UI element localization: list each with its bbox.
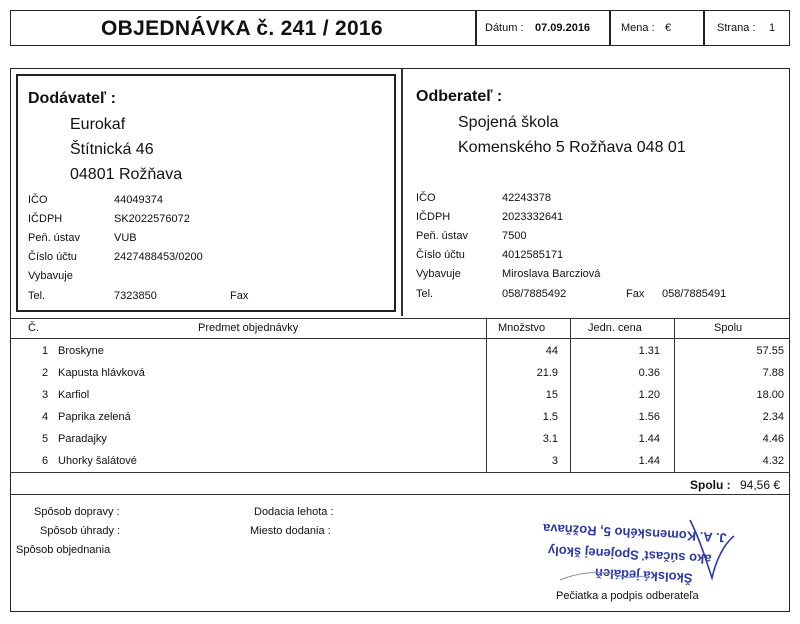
sum-value: 94,56 €: [740, 478, 781, 492]
page-value: 1: [769, 22, 776, 34]
row-price: 1.20: [638, 389, 660, 401]
row-qty: 3.1: [542, 433, 558, 445]
currency-label: Mena :: [621, 22, 655, 34]
customer-address: Komenského 5 Rožňava 048 01: [458, 139, 686, 156]
customer-ico-value: 42243378: [502, 192, 551, 204]
supplier-ico-value: 44049374: [114, 194, 163, 206]
delivery-place-label: Miesto dodania :: [250, 525, 331, 537]
row-total: 2.34: [762, 411, 784, 423]
table-row: [10, 407, 790, 429]
customer-handler-label: Vybavuje: [416, 268, 461, 280]
date-label: Dátum :: [485, 22, 524, 34]
supplier-city: 04801 Rožňava: [70, 166, 183, 183]
row-item: Broskyne: [58, 345, 104, 357]
row-item: Uhorky šalátové: [58, 455, 137, 467]
row-price: 1.44: [638, 455, 660, 467]
table-row: [10, 341, 790, 363]
row-qty: 15: [545, 389, 558, 401]
supplier-heading: Dodávateľ :: [28, 90, 116, 107]
row-price: 1.56: [638, 411, 660, 423]
row-price: 0.36: [638, 367, 660, 379]
row-item: Kapusta hlávková: [58, 367, 145, 379]
header-item: Predmet objednávky: [198, 322, 299, 334]
customer-handler-value: Miroslava Barcziová: [502, 268, 601, 280]
customer-account-value: 4012585171: [502, 249, 564, 261]
row-total: 7.88: [762, 367, 784, 379]
customer-bank-value: 7500: [502, 230, 527, 242]
supplier-handler-label: Vybavuje: [28, 270, 73, 282]
stamp-line-3: J. A. Komenského 5, Rožňava: [542, 520, 727, 546]
order-method-label: Spôsob objednania: [16, 544, 111, 556]
customer-fax-label: Fax: [626, 288, 645, 300]
row-item: Paradajky: [58, 433, 107, 445]
row-qty: 1.5: [542, 411, 558, 423]
customer-block: [404, 74, 788, 314]
row-qty: 21.9: [536, 367, 558, 379]
supplier-street: Štítnická 46: [70, 141, 154, 158]
supplier-bank-label: Peň. ústav: [28, 232, 80, 244]
supplier-bank-value: VUB: [114, 232, 137, 244]
customer-heading: Odberateľ :: [416, 88, 503, 105]
signature-scribble: [520, 500, 750, 590]
supplier-tel-value: 7323850: [114, 290, 157, 302]
supplier-ico-label: IČO: [28, 194, 48, 206]
header-no: Č.: [28, 322, 39, 334]
delivery-term-label: Dodacia lehota :: [254, 506, 334, 518]
customer-fax-value: 058/7885491: [662, 288, 727, 300]
customer-account-label: Číslo účtu: [416, 249, 465, 261]
customer-tel-label: Tel.: [416, 288, 434, 300]
row-total: 18.00: [756, 389, 784, 401]
row-no: 4: [42, 411, 49, 423]
supplier-fax-label: Fax: [230, 290, 249, 302]
row-item: Paprika zelená: [58, 411, 131, 423]
row-price: 1.44: [638, 433, 660, 445]
stamp-line-2: ako súčasť Spojenej školy: [547, 543, 712, 567]
table-row: [10, 451, 790, 473]
customer-icdph-value: 2023332641: [502, 211, 564, 223]
supplier-box: [16, 74, 396, 312]
row-qty: 44: [545, 345, 558, 357]
customer-bank-label: Peň. ústav: [416, 230, 468, 242]
sum-label: Spolu :: [690, 478, 731, 492]
date-value: 07.09.2016: [535, 22, 591, 34]
stamp-line-1: Školská jedáleň: [594, 565, 693, 586]
row-no: 2: [42, 367, 49, 379]
page-label: Strana :: [717, 22, 756, 34]
order-title: OBJEDNÁVKA č. 241 / 2016: [101, 17, 383, 40]
page-box: [704, 10, 790, 46]
title-box: [10, 10, 476, 46]
row-total: 57.55: [756, 345, 784, 357]
customer-divider: [401, 68, 403, 316]
header-qty: Množstvo: [498, 322, 546, 334]
row-qty: 3: [551, 455, 558, 467]
supplier-icdph-value: SK2022576072: [114, 213, 190, 225]
supplier-account-label: Číslo účtu: [28, 251, 77, 263]
row-total: 4.32: [762, 455, 784, 467]
payment-label: Spôsob úhrady :: [40, 525, 121, 537]
row-no: 3: [42, 389, 49, 401]
supplier-icdph-label: IČDPH: [28, 213, 63, 225]
row-no: 6: [42, 455, 49, 467]
supplier-account-value: 2427488453/0200: [114, 251, 203, 263]
customer-name: Spojená škola: [458, 114, 559, 131]
currency-box: [610, 10, 704, 46]
customer-tel-value: 058/7885492: [502, 288, 567, 300]
row-total: 4.46: [762, 433, 784, 445]
customer-icdph-label: IČDPH: [416, 211, 451, 223]
currency-value: €: [665, 22, 672, 34]
row-item: Karfiol: [58, 389, 90, 401]
row-no: 1: [42, 345, 49, 357]
sum-bottom-line: [10, 494, 790, 495]
table-row: [10, 429, 790, 451]
customer-ico-label: IČO: [416, 192, 436, 204]
date-box: [476, 10, 610, 46]
supplier-name: Eurokaf: [70, 116, 126, 133]
row-price: 1.31: [638, 345, 660, 357]
table-row: [10, 385, 790, 407]
table-header-row: [10, 318, 790, 338]
transport-label: Spôsob dopravy :: [34, 506, 120, 518]
signature-label: Pečiatka a podpis odberateľa: [556, 590, 699, 602]
table-row: [10, 363, 790, 385]
table-header-line: [10, 338, 790, 339]
header-total: Spolu: [714, 322, 743, 334]
row-no: 5: [42, 433, 49, 445]
supplier-tel-label: Tel.: [28, 290, 46, 302]
header-price: Jedn. cena: [588, 322, 642, 334]
